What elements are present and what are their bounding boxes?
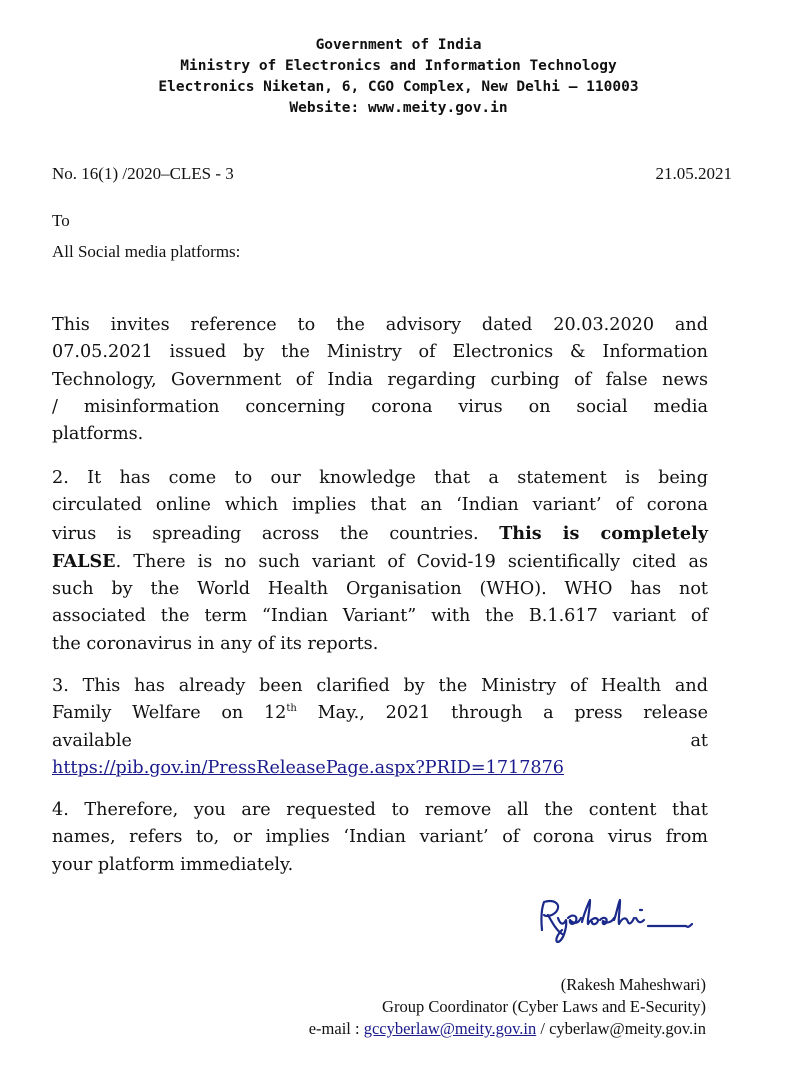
paragraph-line: such by the World Health Organisation (WHO). WHO has not [52,579,708,600]
signatory-email-line [309,1018,706,1040]
paragraph-line [52,728,708,755]
paragraph-line: platforms. [52,424,144,445]
paragraph-text: at [690,730,708,751]
paragraph-line [52,700,708,727]
press-release-link[interactable]: https://pib.gov.in/PressReleasePage.aspx?PRID=1717876 [52,757,564,778]
addressee-to: To [52,211,70,230]
paragraph-line [52,755,708,782]
paragraph-4 [52,797,708,879]
email-link-gccyberlaw[interactable]: gccyberlaw@meity.gov.in [363,1019,537,1038]
paragraph-text: Family Welfare on 12 [52,703,287,724]
letterhead-address: Electronics Niketan, 6, CGO Complex, New Delhi – 110003 [158,79,639,95]
paragraph-line: / misinformation concerning corona virus on social media [52,396,708,417]
paragraph-line: your platform immediately. [52,854,294,875]
email-cyberlaw: cyberlaw@meity.gov.in [549,1019,706,1038]
letter-date: 21.05.2021 [655,164,732,183]
paragraph-2 [52,465,708,658]
paragraph-text: available [52,730,132,751]
paragraph-line: the coronavirus in any of its reports. [52,633,379,654]
paragraph-line: 2. It has come to our knowledge that a statement is being [52,468,708,488]
emphasis-text: FALSE [52,550,116,572]
emphasis-text: This is completely [499,522,708,544]
reference-number: No. 16(1) /2020–CLES - 3 [52,164,234,183]
email-label: e-mail : [308,1019,364,1038]
paragraph-1 [52,312,708,448]
paragraph-3 [52,673,708,782]
paragraph-line: 4. Therefore, you are requested to remove all the content that [52,800,708,820]
paragraph-line [52,548,708,576]
paragraph-text: May., 2021 through a press release [296,703,708,724]
paragraph-line: 07.05.2021 issued by the Ministry of Electronics & Information [52,342,708,363]
paragraph-line: This invites reference to the advisory dated 20.03.2020 and [52,315,708,335]
paragraph-text: . There is no such variant of Covid-19 scientifically cited as [115,551,708,572]
paragraph-text: virus is spreading across the countries. [52,523,500,544]
signatory-block [382,974,706,1018]
addressee-recipient: All Social media platforms: [52,242,241,261]
letterhead-ministry: Ministry of Electronics and Information Technology [180,58,617,74]
paragraph-line: circulated online which implies that an ‘Indian variant’ of corona [52,495,708,516]
signatory-name: (Rakesh Maheshwari) [560,975,706,994]
letterhead-website: Website: www.meity.gov.in [289,100,508,116]
handwritten-signature [536,896,706,946]
paragraph-line: 3. This has already been clarified by the Ministry of Health and [52,676,708,696]
paragraph-line: associated the term “Indian Variant” with the B.1.617 variant of [52,606,708,627]
letterhead [0,35,797,119]
paragraph-line [52,520,708,548]
paragraph-line: Technology, Government of India regarding curbing of false news [52,369,708,390]
superscript: th [286,703,297,715]
email-separator: / [536,1019,550,1038]
letterhead-government: Government of India [315,37,482,53]
paragraph-line: names, refers to, or implies ‘Indian variant’ of corona virus from [52,827,708,848]
signatory-designation: Group Coordinator (Cyber Laws and E-Security) [382,997,706,1016]
